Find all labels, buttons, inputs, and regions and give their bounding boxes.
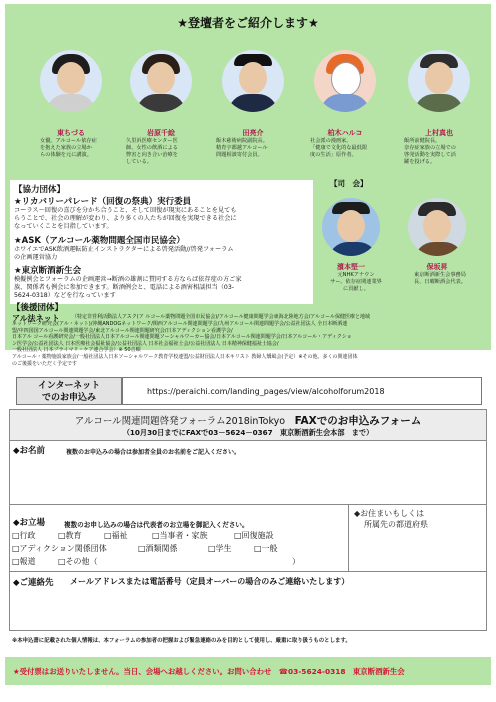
support-line-0: （特定非営利活動法人アスク(ア ルコール薬物問題全国市民協会)/アルコール健康問題学会東海北陸地方会/アルコール保健医療と地域	[72, 314, 370, 320]
form-divider-3	[10, 571, 486, 572]
speaker-desc-1: 女優。アルコール依存症 を抱えた家族の立場か らの体験を元に講演。	[40, 138, 97, 158]
form-divider-1	[10, 440, 486, 441]
checkbox-fukushi[interactable]: □福祉	[104, 531, 128, 540]
contact-field[interactable]	[14, 590, 484, 628]
moderator-desc-2: 東京断酒新生会事務局 長、日曜断酒会代表。	[414, 272, 466, 285]
speaker-photo-2	[130, 50, 192, 112]
address-label: ◆お住まいもしくは 所属先の都道府県	[354, 509, 428, 529]
checkbox-gyousei[interactable]: □行政	[12, 531, 36, 540]
checkbox-sakerui[interactable]: □酒類関係	[138, 544, 178, 553]
name-field[interactable]	[14, 458, 484, 502]
speaker-photo-3	[222, 50, 284, 112]
sonota-close-paren: ）	[292, 557, 300, 566]
speaker-photo-1	[40, 50, 102, 112]
form-divider-v	[348, 504, 349, 571]
checkbox-kaifuku-shisetsu[interactable]: □回復施設	[234, 531, 274, 540]
speaker-desc-5: 飯所前健院長。 奈存症家族の立場での 啓発活動を実際して活 躍を投げる。	[404, 138, 456, 165]
form-title-main: アルコール関連問題啓発フォーラム2018inTokyo	[74, 416, 286, 427]
checkbox-gakusei[interactable]: □学生	[208, 544, 232, 553]
privacy-footnote: ※本申込書に記載された個人情報は、本フォーラムの参加者の把握および緊急連絡のみを目的として使用し、厳重に取り扱うものとします。	[12, 638, 351, 644]
contact-label: ◆ご連絡先	[13, 578, 54, 588]
speakers-title: ★登壇者をご紹介します★	[177, 16, 319, 30]
position-note: 複数のお申し込みの場合は代表者のお立場を御記入ください。	[64, 521, 249, 529]
moderator-name-1: 濱本堅一	[337, 263, 365, 271]
coop-group-1-text: コーラス～回復の喜びを分かち合うこと、そして回復が現実にあることを見ても らうことで、社会の理解が変わり、より多くの人たちが回復を実現できる社会に なっていくことを目指しています。	[14, 207, 237, 230]
coop-group-3-text: 模擬例会とフォーラムの企画運営→断酒の雄割に賛同する方ならば依存症の方ご家 族、関係者も例会に参加できます。断酒例会と、電話による酒害相談担当（03- 5624-0318）などを行なっています	[14, 276, 242, 299]
bottom-notice-text: ★受付票はお送りいたしません。当日、会場へお越しください。お問い合わせ ☎03-5624-0318 東京断酒新生会	[13, 667, 405, 676]
position-label: ◆お立場	[13, 518, 46, 528]
speaker-name-5: 上村真也	[425, 129, 453, 137]
coop-group-2-text: ホワイエでASK飲酒運転防止インストラクターによる啓発活動//啓発フォーラム の企画運営協力	[14, 246, 234, 261]
speaker-desc-4: 社会派の漫画家。 「健康で文化的な最低限 度の生活」原作者。	[310, 138, 368, 158]
moderator-heading: 【司 会】	[330, 179, 368, 188]
speaker-name-4: 柏木ハルコ	[327, 129, 363, 137]
moderator-photo-1	[322, 198, 380, 256]
moderator-photo-2	[408, 198, 466, 256]
checkbox-kyouiku[interactable]: □教育	[58, 531, 82, 540]
cooperating-heading: 【協力団体】	[14, 185, 66, 195]
support-heading: 【後援団体】	[12, 303, 64, 313]
form-header	[10, 410, 486, 440]
contact-note: メールアドレスまたは電話番号（定員オーバーの場合のみご連絡いたします）	[70, 577, 350, 586]
coop-group-1-title: ★リカバリーパレード（回復の祭典）実行委員	[14, 197, 192, 207]
form-subtitle: （10月30日までにFAXで03－5624－0367 東京断酒新生会本部 まで）	[122, 428, 374, 437]
checkbox-tojisha-kazoku[interactable]: □当事者・家族	[152, 531, 208, 540]
internet-label: インターネット でのお申込み	[16, 377, 122, 405]
coop-group-3-title: ★東京断酒新生会	[14, 266, 82, 276]
speaker-photo-4-illustration	[314, 50, 376, 112]
checkbox-ippan[interactable]: □一般	[254, 544, 278, 553]
speaker-desc-3: 飯木慈術病院副院長。 精育宇都越アルコール 問題相談寄付会員。	[216, 138, 268, 158]
moderator-name-2: 保坂昇	[426, 263, 448, 271]
checkbox-addiction-dantai[interactable]: □アディクション関係団体	[12, 544, 107, 553]
name-note: 複数のお申込みの場合は参加者全員のお名前をご記入ください。	[66, 449, 241, 456]
checkbox-houdou[interactable]: □報道	[12, 557, 36, 566]
speaker-name-3: 田亮介	[242, 129, 264, 137]
support-lead: アル法ネット	[12, 314, 60, 323]
form-divider-2	[10, 504, 486, 505]
internet-url-link[interactable]: https://peraichi.com/landing_pages/view/alcoholforum2018	[122, 377, 482, 405]
name-label: ◆お名前	[13, 446, 46, 456]
speaker-desc-2: 久里浜医療センター医 師。女性の飲酒による 弊害と向き合い治療を している。	[126, 138, 178, 165]
coop-group-2-title: ★ASK（アルコール薬物問題全国市民協会）	[14, 236, 185, 246]
speaker-photo-5	[408, 50, 470, 112]
speaker-name-2: 岩原千絵	[147, 129, 175, 137]
form-title-fax: FAXでのお申込みフォーム	[294, 415, 422, 427]
speaker-name-1: 東ちづる	[57, 129, 85, 137]
checkbox-sonota[interactable]: □その他（	[58, 557, 98, 566]
bottom-notice-bar	[5, 657, 491, 685]
address-field[interactable]	[352, 534, 482, 568]
support-lines: ネットワーク研究会(アル・ネット)/沖縄ANDOGネットワーク/関西アルコール関連問題学会/九州アルコール関連問題学会/公益社団法人 全日本断酒連 盟/中四国国アルコール関連問題学会/東北アルコール関連問題研究会/日本アディクション看護学会/ 日本アル コール看護研究会/一般社団法人日本アルコール関連問題ソーシャルワーカー協会/日本アルコール関連問題学会/日本アルコール・アディクショ ン医学会/公益社団法人 日本医療社会福祉協会/公益社団法人 日本社会福祉士会/公益社団法人 日本精神保健福祉士協会/ 一般社団法人 日本プライマリ・ケア連合学会）※ 50音順 アルコール・薬物施設家族会/一般社団法人日本ソーシャルワーク教育学校連盟/公益財団法人日本キリスト 教婦人矯風会(予定）※その他、多くの関連団体 のご後援をいただく予定です	[12, 321, 358, 367]
moderator-desc-1: 元NHKアナウン サー。依存症関連業界 に貢献し。	[330, 272, 382, 292]
